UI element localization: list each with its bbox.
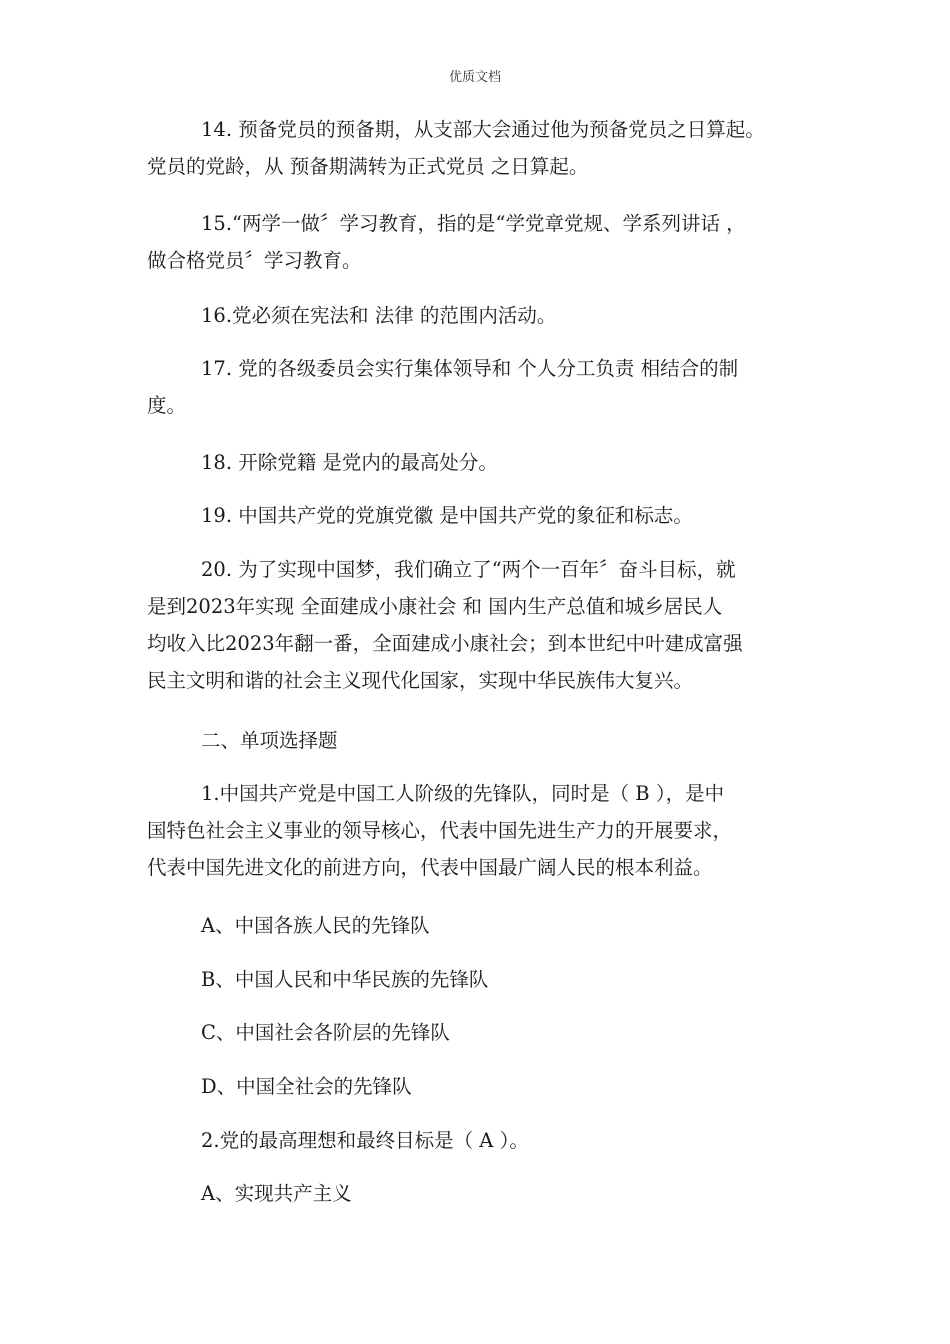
question-1-line-3: 代表中国先进文化的前进方向，代表中国最广阔人民的根本利益。 xyxy=(147,856,713,879)
section-title xyxy=(147,722,817,759)
question-1-option-a xyxy=(147,907,817,944)
item-19-line-1: 19. 中国共产党的党旗党徽 是中国共产党的象征和标志。 xyxy=(201,504,693,527)
question-1-line-1: 1.中国共产党是中国工人阶级的先锋队，同时是（ B ），是中 xyxy=(201,782,725,805)
item-15-line-2: 做合格党员〞学习教育。 xyxy=(147,249,362,272)
page-header: 优质文档 xyxy=(448,70,501,85)
section-title-text: 二、单项选择题 xyxy=(201,729,338,752)
question-1-option-b xyxy=(147,961,817,998)
item-15-line-1: 15.“两学一做〞学习教育，指的是“学党章党规、学系列讲话 ， xyxy=(201,212,746,235)
item-16-line-1: 16.党必须在宪法和 法律 的范围内活动。 xyxy=(201,304,557,327)
option-text: A、中国各族人民的先锋队 xyxy=(201,914,430,937)
item-20-line-3: 均收入比2023年翻一番，全面建成小康社会；到本世纪中叶建成富强 xyxy=(147,632,743,655)
item-14 xyxy=(147,111,817,185)
item-16 xyxy=(147,297,817,334)
option-text: C、中国社会各阶层的先锋队 xyxy=(201,1021,450,1044)
item-20-line-4: 民主文明和谐的社会主义现代化国家，实现中华民族伟大复兴。 xyxy=(147,669,694,692)
question-1 xyxy=(147,775,817,886)
item-19 xyxy=(147,497,817,534)
question-2-option-a xyxy=(147,1175,817,1212)
item-15 xyxy=(147,205,817,279)
question-1-option-d xyxy=(147,1068,817,1105)
item-17-line-1: 17. 党的各级委员会实行集体领导和 个人分工负责 相结合的制 xyxy=(201,357,739,380)
item-14-line-1: 14. 预备党员的预备期，从支部大会通过他为预备党员之日算起。 xyxy=(201,118,765,141)
item-18 xyxy=(147,444,817,481)
item-14-line-2: 党员的党龄，从 预备期满转为正式党员 之日算起。 xyxy=(147,155,589,178)
item-17 xyxy=(147,350,817,424)
item-17-line-2: 度。 xyxy=(147,394,187,417)
item-20 xyxy=(147,551,817,699)
question-1-option-c xyxy=(147,1014,817,1051)
item-18-line-1: 18. 开除党籍 是党内的最高处分。 xyxy=(201,451,498,474)
option-text: D、中国全社会的先锋队 xyxy=(201,1075,412,1098)
option-text: B、中国人民和中华民族的先锋队 xyxy=(201,968,489,991)
item-20-line-2: 是到2023年实现 全面建成小康社会 和 国内生产总值和城乡居民人 xyxy=(147,595,723,618)
question-2 xyxy=(147,1122,817,1159)
question-2-line-1: 2.党的最高理想和最终目标是（ A ）。 xyxy=(201,1129,529,1152)
option-text: A、实现共产主义 xyxy=(201,1182,352,1205)
question-1-line-2: 国特色社会主义事业的领导核心，代表中国先进生产力的开展要求， xyxy=(147,819,733,842)
item-20-line-1: 20. 为了实现中国梦，我们确立了“两个一百年〞奋斗目标，就 xyxy=(201,558,736,581)
